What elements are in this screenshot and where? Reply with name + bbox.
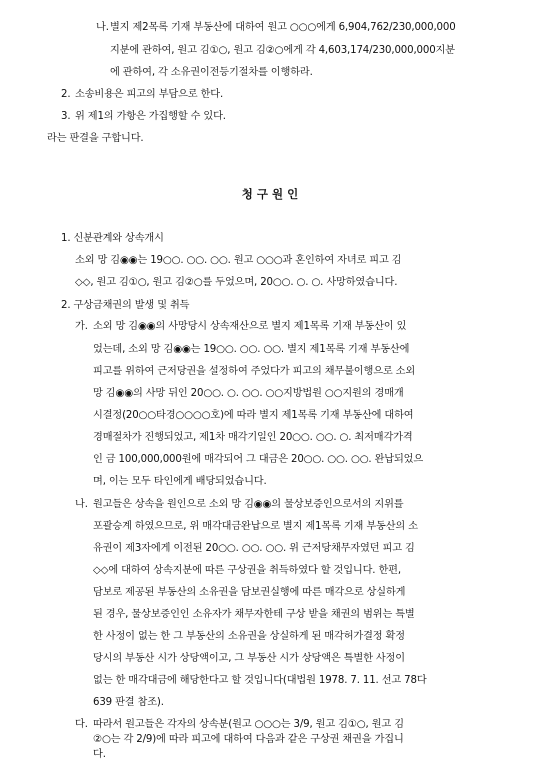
item-line: 경매절차가 진행되었고, 제1차 매각기일인 20○○. ○○. ○. 최저매각가격 bbox=[93, 432, 413, 443]
item-marker: 다. bbox=[75, 719, 88, 730]
numbered-marker: 2. bbox=[61, 89, 71, 100]
item-line: 피고를 위하여 근저당권을 설정하여 주었다가 피고의 채무불이행으로 소외 bbox=[93, 366, 416, 377]
item-line: 639 판결 참조). bbox=[93, 697, 164, 708]
numbered-marker: 3. bbox=[61, 111, 71, 122]
item-line: 한 사정이 없는 한 그 부동산의 소유권을 상실하게 된 매각허가결정 확정 bbox=[93, 631, 405, 642]
section-title: 1. 신분관계와 상속개시 bbox=[61, 233, 164, 244]
item-line: 당시의 부동산 시가 상당액이고, 그 부동산 시가 상당액은 특별한 사정이 bbox=[93, 653, 405, 664]
item-line: 따라서 원고들은 각자의 상속분(원고 ○○○는 3/9, 원고 김①○, 원고 김 bbox=[93, 719, 404, 730]
section-title: 2. 구상금채권의 발생 및 취득 bbox=[61, 300, 190, 311]
item-line: 었는데, 소외 망 김◉◉는 19○○. ○○. ○○. 별지 제1목록 기재 부동산에 bbox=[93, 344, 410, 355]
item-line: 시결정(20○○타경○○○○호)에 따라 별지 제1목록 기재 부동산에 대하여 bbox=[93, 410, 414, 421]
item-line: 없는 한 매각대금에 해당한다고 할 것입니다(대법원 1978. 7. 11. 선고 78다 bbox=[93, 675, 427, 686]
item-marker: 나. bbox=[75, 499, 88, 510]
item-line: 된 경우, 물상보증인인 소유자가 채무자한테 구상 받을 채권의 범위는 특별 bbox=[93, 609, 415, 620]
intro-item-line: 지분에 관하여, 원고 김①○, 원고 김②○에게 각 4,603,174/230,000,000지분 bbox=[110, 45, 455, 56]
intro-item-line: 별지 제2목록 기재 부동산에 대하여 원고 ○○○에게 6,904,762/230,000,000 bbox=[110, 22, 456, 33]
item-line: 소외 망 김◉◉의 사망당시 상속재산으로 별지 제1목록 기재 부동산이 있 bbox=[93, 321, 407, 332]
item-line: 인 금 100,000,000원에 매각되어 그 대금은 20○○. ○○. ○○. 완납되었으 bbox=[93, 454, 424, 465]
section-line: 소외 망 김◉◉는 19○○. ○○. ○○. 원고 ○○○과 혼인하여 자녀로 피고 김 bbox=[75, 255, 402, 266]
item-line: 망 김◉◉의 사망 뒤인 20○○. ○. ○○. ○○지방법원 ○○지원의 경매개 bbox=[93, 388, 404, 399]
item-marker: 가. bbox=[75, 321, 88, 332]
item-line: 다. bbox=[93, 749, 106, 760]
item-line: 원고들은 상속을 원인으로 소외 망 김◉◉의 물상보증인으로서의 지위를 bbox=[93, 499, 404, 510]
item-line: ②○는 각 2/9)에 따라 피고에 대하여 다음과 같은 구상권 채권을 가집니 bbox=[93, 734, 404, 745]
item-line: 며, 이는 모두 타인에게 배당되었습니다. bbox=[93, 476, 267, 487]
item-line: 유권이 제3자에게 이전된 20○○. ○○. ○○. 위 근저당채무자였던 피고 김 bbox=[93, 543, 415, 554]
item-line: 담보로 제공된 부동산의 소유권을 담보권실행에 따른 매각으로 상실하게 bbox=[93, 587, 406, 598]
section-line: ◇◇, 원고 김①○, 원고 김②○를 두었으며, 20○○. ○. ○. 사망하였습니다. bbox=[75, 277, 398, 288]
intro-item-marker: 나. bbox=[96, 22, 109, 33]
closing-text: 라는 판결을 구합니다. bbox=[47, 133, 144, 144]
item-line: ◇◇에 대하여 상속지분에 따른 구상권을 취득하였다 할 것입니다. 한편, bbox=[93, 565, 401, 576]
item-line: 포괄승계 하였으므로, 위 매각대금완납으로 별지 제1목록 기재 부동산의 소 bbox=[93, 521, 418, 532]
section-heading: 청 구 원 인 bbox=[241, 187, 299, 201]
numbered-text: 위 제1의 가항은 가집행할 수 있다. bbox=[75, 111, 226, 122]
numbered-text: 소송비용은 피고의 부담으로 한다. bbox=[75, 89, 224, 100]
intro-item-line: 에 관하여, 각 소유권이전등기절차를 이행하라. bbox=[110, 67, 313, 78]
